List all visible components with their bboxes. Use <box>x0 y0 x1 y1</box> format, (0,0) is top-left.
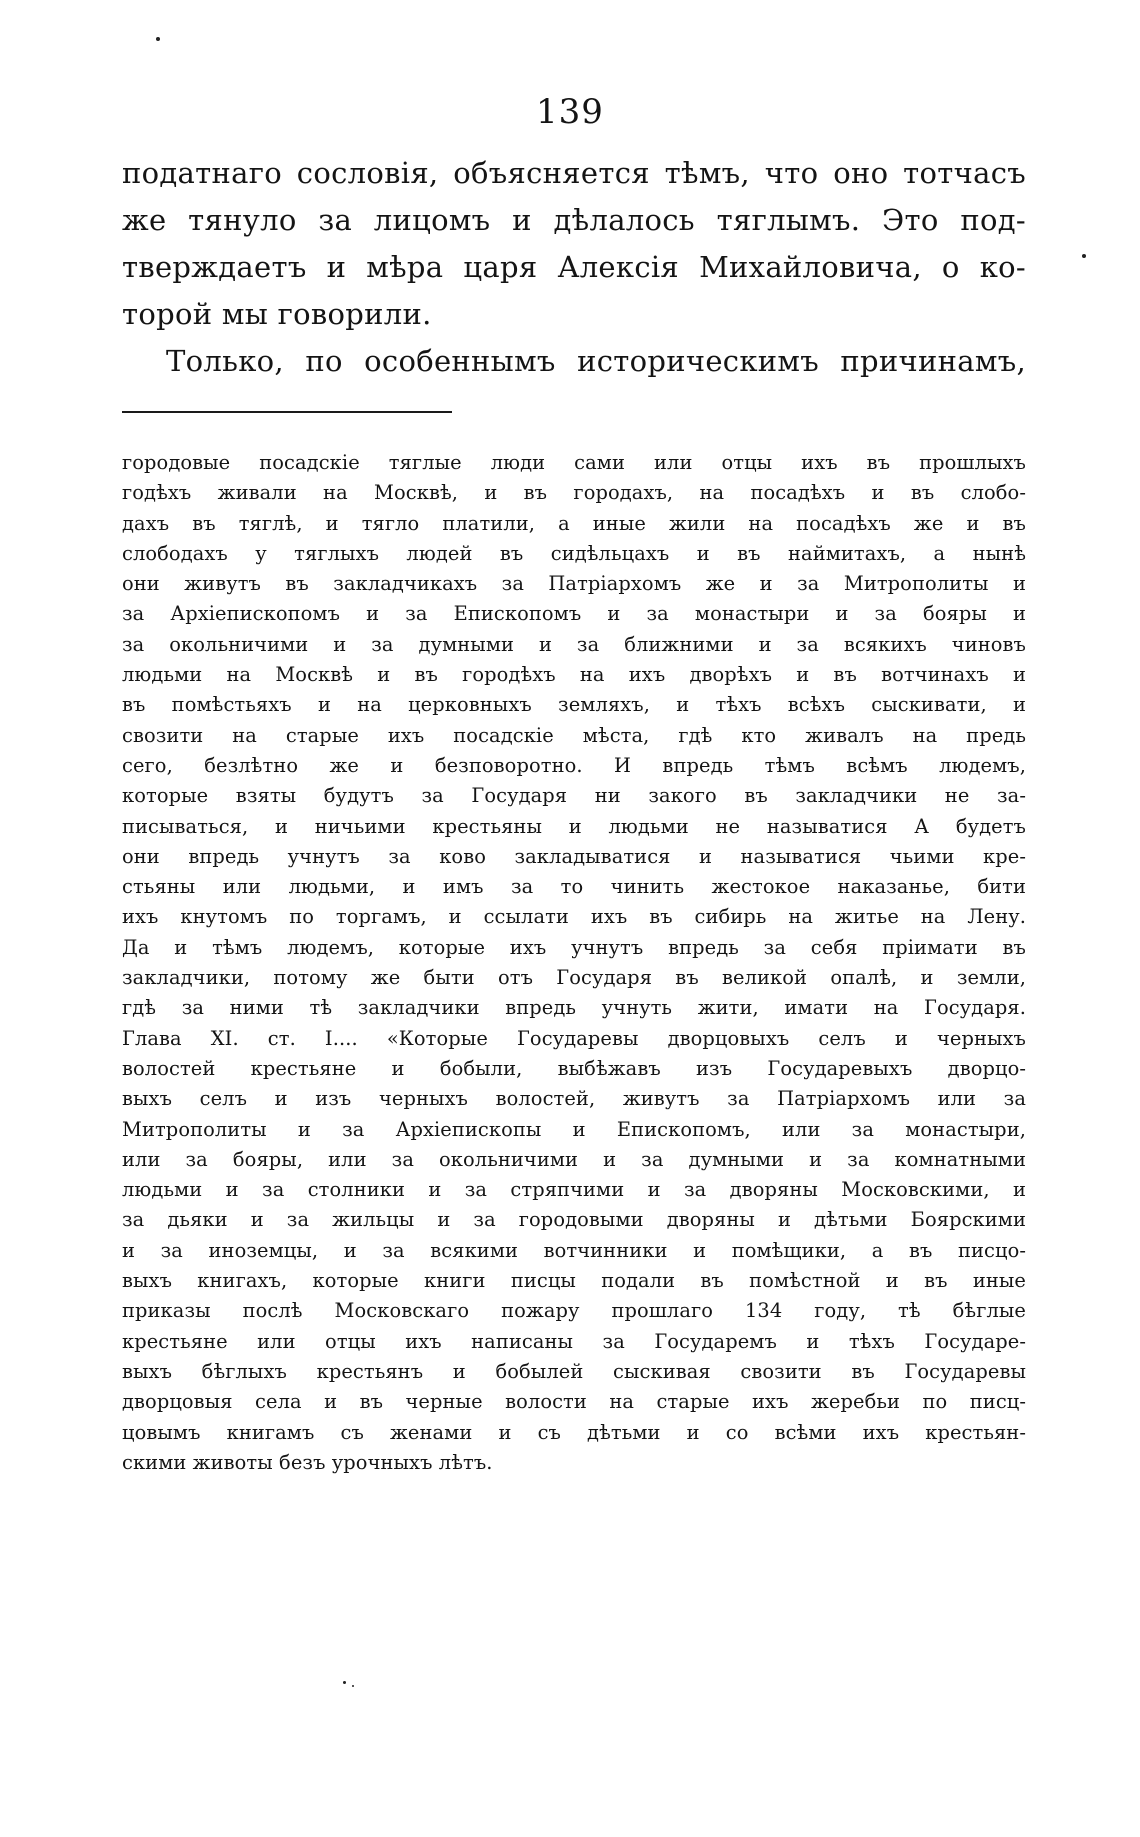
footnote-line: писываться, и ничьими крестьяны и людьми не называтися А будетъ <box>122 814 1026 838</box>
footnote-line: за дьяки и за жильцы и за городовыми дворяны и дѣтьми Боярскими <box>122 1208 1026 1232</box>
footnote-line: приказы послѣ Московскаго пожару прошлаго 134 году, тѣ бѣглые <box>122 1299 1026 1323</box>
footnote-line: дворцовыя села и въ черные волости на старые ихъ жеребьи по писц- <box>122 1390 1026 1414</box>
footnote-line: въ помѣстьяхъ и на церковныхъ земляхъ, и тѣхъ всѣхъ сыскивати, и <box>122 693 1026 717</box>
footnote-line: они впредь учнутъ за ково закладыватися и называтися чьими кре- <box>122 844 1026 868</box>
footnote-line: за окольничими и за думными и за ближними и за всякихъ чиновъ <box>122 632 1026 656</box>
footnote-line: свозити на старые ихъ посадскіе мѣста, гдѣ кто живалъ на предь <box>122 723 1026 747</box>
footnote-line: они живутъ въ закладчикахъ за Патріархомъ же и за Митрополиты и <box>122 572 1026 596</box>
footnote-line: стьяны или людьми, и имъ за то чинить жестокое наказанье, бити <box>122 875 1026 899</box>
ink-speck <box>352 1685 354 1687</box>
footnote-line: скими животы безъ урочныхъ лѣтъ. <box>122 1450 493 1474</box>
main-text-line: торой мы говорили. <box>122 297 432 331</box>
footnote-line: крестьяне или отцы ихъ написаны за Государемъ и тѣхъ Государе- <box>122 1329 1026 1353</box>
footnote-line: цовымъ книгамъ съ женами и съ дѣтьми и со всѣми ихъ крестьян- <box>122 1420 1026 1444</box>
main-text-line: тверждаетъ и мѣра царя Алексія Михайловича, о ко- <box>122 250 1026 284</box>
footnote-line: людьми и за столники и за стряпчими и за дворяны Московскими, и <box>122 1178 1026 1202</box>
footnote-line: за Архіепископомъ и за Епископомъ и за монастыри и за бояры и <box>122 602 1026 626</box>
main-text <box>122 150 1026 385</box>
footnote-line: и за иноземцы, и за всякими вотчинники и помѣщики, а въ писцо- <box>122 1238 1026 1262</box>
footnote-line: ихъ кнутомъ по торгамъ, и ссылати ихъ въ сибирь на житье на Лену. <box>122 905 1026 929</box>
footnote-line: закладчики, потому же быти отъ Государя въ великой опалѣ, и земли, <box>122 966 1026 990</box>
footnote-line: городовые посадскіе тяглые люди сами или отцы ихъ въ прошлыхъ <box>122 451 1026 474</box>
ink-speck <box>343 1681 346 1684</box>
footnote-line: выхъ бѣглыхъ крестьянъ и бобылей сыскивая свозити въ Государевы <box>122 1359 1026 1383</box>
main-text-line: же тянуло за лицомъ и дѣлалось тяглымъ. Это под- <box>122 203 1026 237</box>
footnote-line: Глава XI. ст. I.... «Которые Государевы дворцовыхъ селъ и черныхъ <box>122 1026 1026 1050</box>
footnote-text <box>122 448 1026 1478</box>
footnote-line: гдѣ за ними тѣ закладчики впредь учнуть жити, имати на Государя. <box>122 996 1026 1020</box>
ink-speck <box>1082 254 1086 258</box>
footnote-line: которые взяты будутъ за Государя ни закого въ закладчики не за- <box>122 784 1026 808</box>
footnote-line: выхъ книгахъ, которые книги писцы подали въ помѣстной и въ иные <box>122 1269 1026 1293</box>
footnote-line: или за бояры, или за окольничими и за думными и за комнатными <box>122 1147 1026 1171</box>
footnote-line: дахъ въ тяглѣ, и тягло платили, а иные жили на посадѣхъ же и въ <box>122 511 1026 535</box>
main-text-line: Только, по особеннымъ историческимъ причинамъ, <box>166 344 1026 378</box>
page-number: 139 <box>536 92 604 132</box>
footnote-line: людьми на Москвѣ и въ городѣхъ на ихъ дворѣхъ и въ вотчинахъ и <box>122 663 1026 687</box>
ink-speck <box>156 37 160 41</box>
footnote-line: годѣхъ живали на Москвѣ, и въ городахъ, на посадѣхъ и въ слобо- <box>122 481 1026 505</box>
footnote-line: волостей крестьяне и бобыли, выбѣжавъ изъ Государевыхъ дворцо- <box>122 1056 1026 1080</box>
footnote-line: сего, безлѣтно же и безповоротно. И впредь тѣмъ всѣмъ людемъ, <box>122 753 1026 777</box>
footnote-divider <box>122 411 452 413</box>
footnote-line: Митрополиты и за Архіепископы и Епископомъ, или за монастыри, <box>122 1117 1026 1141</box>
main-text-line: податнаго сословія, объясняется тѣмъ, что оно тотчасъ <box>122 156 1026 190</box>
footnote-line: Да и тѣмъ людемъ, которые ихъ учнутъ впредь за себя пріимати въ <box>122 935 1026 959</box>
footnote-line: слободахъ у тяглыхъ людей въ сидѣльцахъ и въ наймитахъ, а нынѣ <box>122 541 1026 565</box>
footnote-line: выхъ селъ и изъ черныхъ волостей, живутъ за Патріархомъ или за <box>122 1087 1026 1111</box>
